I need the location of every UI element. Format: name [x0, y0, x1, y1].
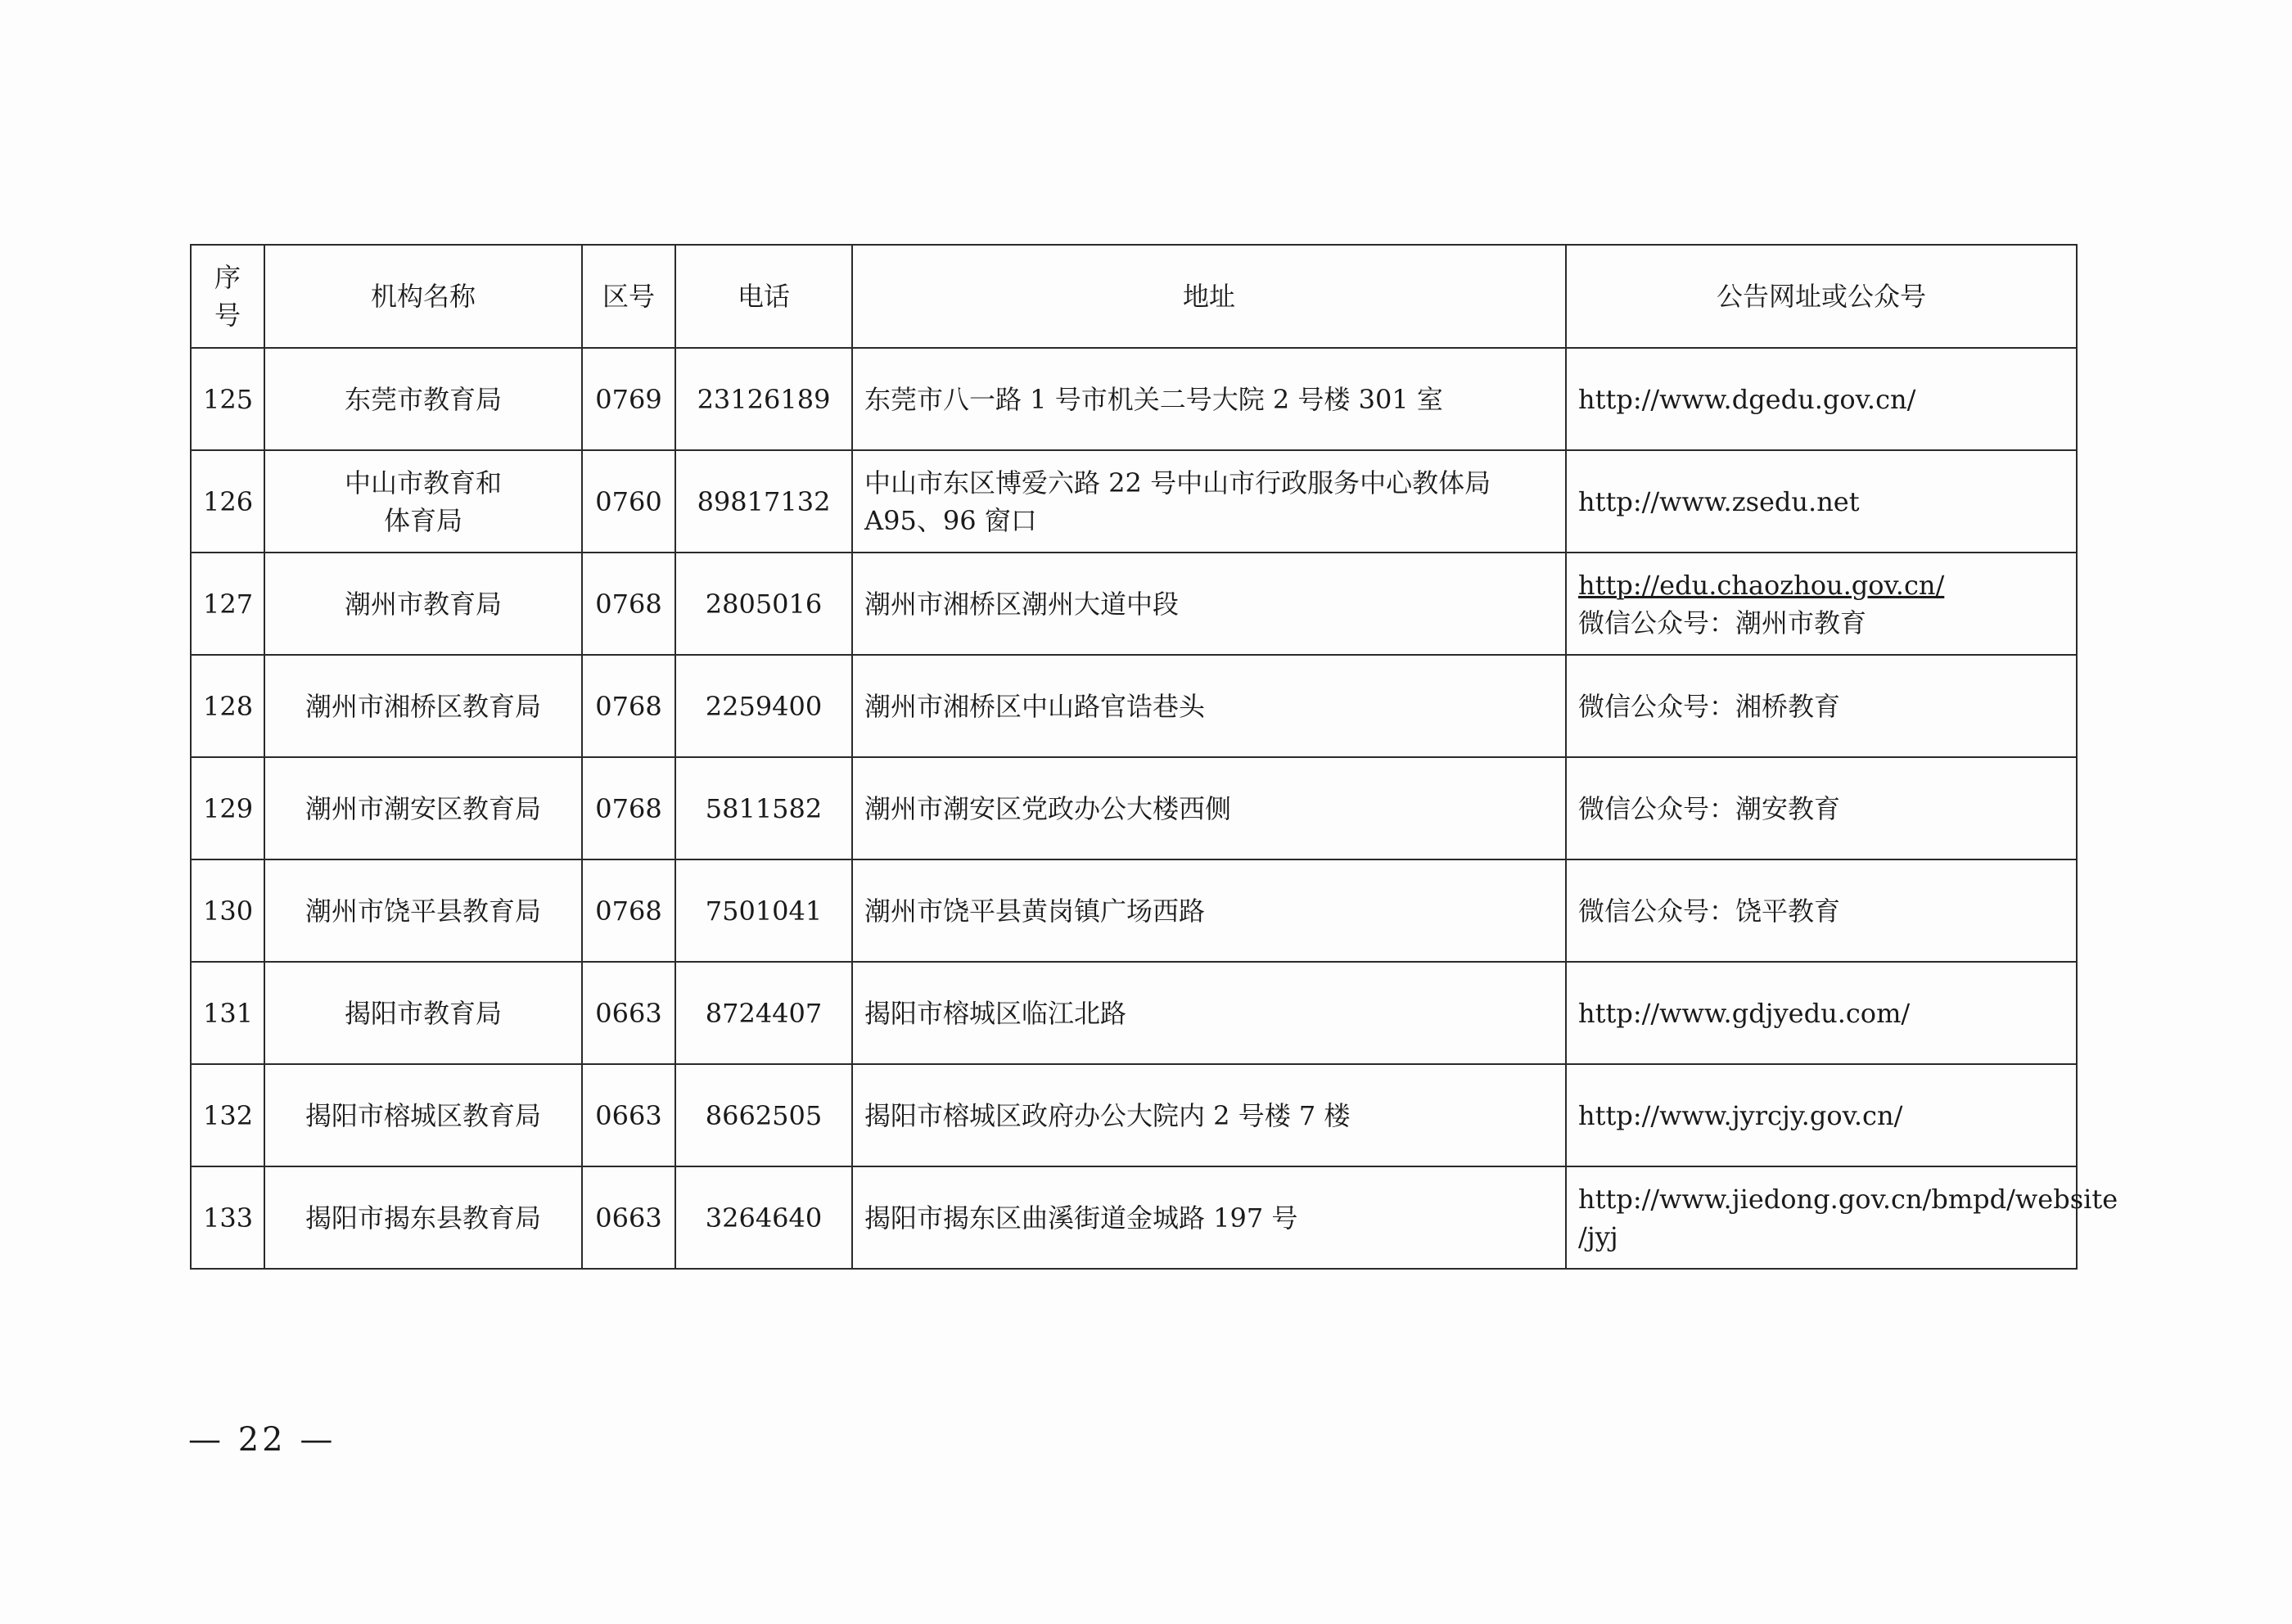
cell-notice: [1566, 450, 2077, 553]
cell-address: 揭阳市榕城区临江北路: [852, 962, 1566, 1064]
cell-phone: 5811582: [675, 757, 852, 859]
cell-name-line: 潮州市教育局: [344, 588, 502, 620]
cell-area-code: 0663: [582, 1166, 675, 1269]
cell-phone: 3264640: [675, 1166, 852, 1269]
header-address: 地址: [852, 245, 1566, 348]
cell-name-line: 揭阳市揭东县教育局: [305, 1202, 541, 1234]
cell-phone: 8724407: [675, 962, 852, 1064]
cell-area-code: 0769: [582, 348, 675, 450]
table-row: [191, 962, 2077, 1064]
cell-area-code: 0768: [582, 757, 675, 859]
notice-link[interactable]: http://www.gdjyedu.com/: [1578, 997, 1911, 1029]
cell-seq: 126: [191, 450, 264, 553]
cell-name: [264, 757, 582, 859]
cell-name: [264, 859, 582, 962]
cell-address: 潮州市湘桥区中山路官诰巷头: [852, 655, 1566, 757]
cell-notice: [1566, 859, 2077, 962]
cell-notice: [1566, 553, 2077, 655]
notice-wechat: 微信公众号：湘桥教育: [1578, 690, 1841, 722]
cell-seq: 132: [191, 1064, 264, 1166]
cell-seq: 131: [191, 962, 264, 1064]
cell-seq: 128: [191, 655, 264, 757]
cell-name-line: 体育局: [383, 504, 462, 536]
cell-notice: [1566, 348, 2077, 450]
cell-name-line: 潮州市潮安区教育局: [305, 792, 541, 824]
cell-notice: [1566, 757, 2077, 859]
notice-link[interactable]: /jyj: [1578, 1220, 1618, 1252]
cell-name: [264, 450, 582, 553]
cell-notice: [1566, 1166, 2118, 1269]
header-name: 机构名称: [264, 245, 582, 348]
table-row: [191, 348, 2077, 450]
table-row: [191, 553, 2077, 655]
education-bureau-directory-table: [190, 244, 2118, 1270]
table-row: [191, 1064, 2077, 1166]
cell-area-code: 0768: [582, 655, 675, 757]
cell-name: [264, 553, 582, 655]
cell-area-code: 0768: [582, 859, 675, 962]
cell-address: 潮州市饶平县黄岗镇广场西路: [852, 859, 1566, 962]
header-seq: 序号: [191, 245, 264, 348]
table-row: [191, 859, 2077, 962]
cell-address: 揭阳市揭东区曲溪街道金城路 197 号: [852, 1166, 1566, 1269]
cell-seq: 125: [191, 348, 264, 450]
cell-phone: 2259400: [675, 655, 852, 757]
page-number: — 22 —: [188, 1421, 336, 1459]
cell-name-line: 潮州市湘桥区教育局: [305, 690, 541, 722]
cell-seq: 133: [191, 1166, 264, 1269]
cell-notice: [1566, 962, 2077, 1064]
notice-link[interactable]: http://www.jyrcjy.gov.cn/: [1578, 1099, 1903, 1131]
cell-phone: 7501041: [675, 859, 852, 962]
cell-name: [264, 348, 582, 450]
notice-link[interactable]: http://www.dgedu.gov.cn/: [1578, 383, 1916, 415]
cell-area-code: 0760: [582, 450, 675, 553]
cell-phone: 2805016: [675, 553, 852, 655]
cell-name: [264, 1064, 582, 1166]
table-row: [191, 655, 2077, 757]
cell-name-line: 东莞市教育局: [344, 383, 502, 415]
table-body: [191, 348, 2118, 1269]
notice-link[interactable]: http://edu.chaozhou.gov.cn/: [1578, 569, 1945, 601]
table-header-row: [191, 245, 2077, 348]
cell-name: [264, 1166, 582, 1269]
notice-wechat: 微信公众号：潮安教育: [1578, 792, 1841, 824]
table-row: [191, 1166, 2077, 1269]
notice-link[interactable]: http://www.zsedu.net: [1578, 485, 1860, 517]
table-row: [191, 450, 2077, 553]
header-phone: 电话: [675, 245, 852, 348]
cell-name-line: 揭阳市榕城区教育局: [305, 1099, 541, 1131]
cell-address: 潮州市湘桥区潮州大道中段: [852, 553, 1566, 655]
cell-name: [264, 655, 582, 757]
cell-name-line: 中山市教育和: [344, 467, 502, 498]
cell-name-line: 潮州市饶平县教育局: [305, 895, 541, 927]
notice-wechat: 微信公众号：饶平教育: [1578, 895, 1841, 927]
cell-phone: 89817132: [675, 450, 852, 553]
cell-seq: 127: [191, 553, 264, 655]
cell-address: 揭阳市榕城区政府办公大院内 2 号楼 7 楼: [852, 1064, 1566, 1166]
cell-area-code: 0663: [582, 1064, 675, 1166]
cell-address: 东莞市八一路 1 号市机关二号大院 2 号楼 301 室: [852, 348, 1566, 450]
cell-seq: 129: [191, 757, 264, 859]
cell-area-code: 0663: [582, 962, 675, 1064]
cell-notice: [1566, 1064, 2077, 1166]
table-row: [191, 757, 2077, 859]
header-notice: 公告网址或公众号: [1566, 245, 2077, 348]
cell-seq: 130: [191, 859, 264, 962]
cell-phone: 23126189: [675, 348, 852, 450]
cell-phone: 8662505: [675, 1064, 852, 1166]
cell-address: 潮州市潮安区党政办公大楼西侧: [852, 757, 1566, 859]
notice-wechat: 微信公众号：潮州市教育: [1578, 607, 1867, 638]
cell-notice: [1566, 655, 2077, 757]
cell-address: 中山市东区博爱六路 22 号中山市行政服务中心教体局 A95、96 窗口: [852, 450, 1566, 553]
cell-area-code: 0768: [582, 553, 675, 655]
cell-name-line: 揭阳市教育局: [344, 997, 502, 1029]
cell-name: [264, 962, 582, 1064]
notice-link[interactable]: http://www.jiedong.gov.cn/bmpd/website: [1578, 1183, 2118, 1215]
header-area-code: 区号: [582, 245, 675, 348]
